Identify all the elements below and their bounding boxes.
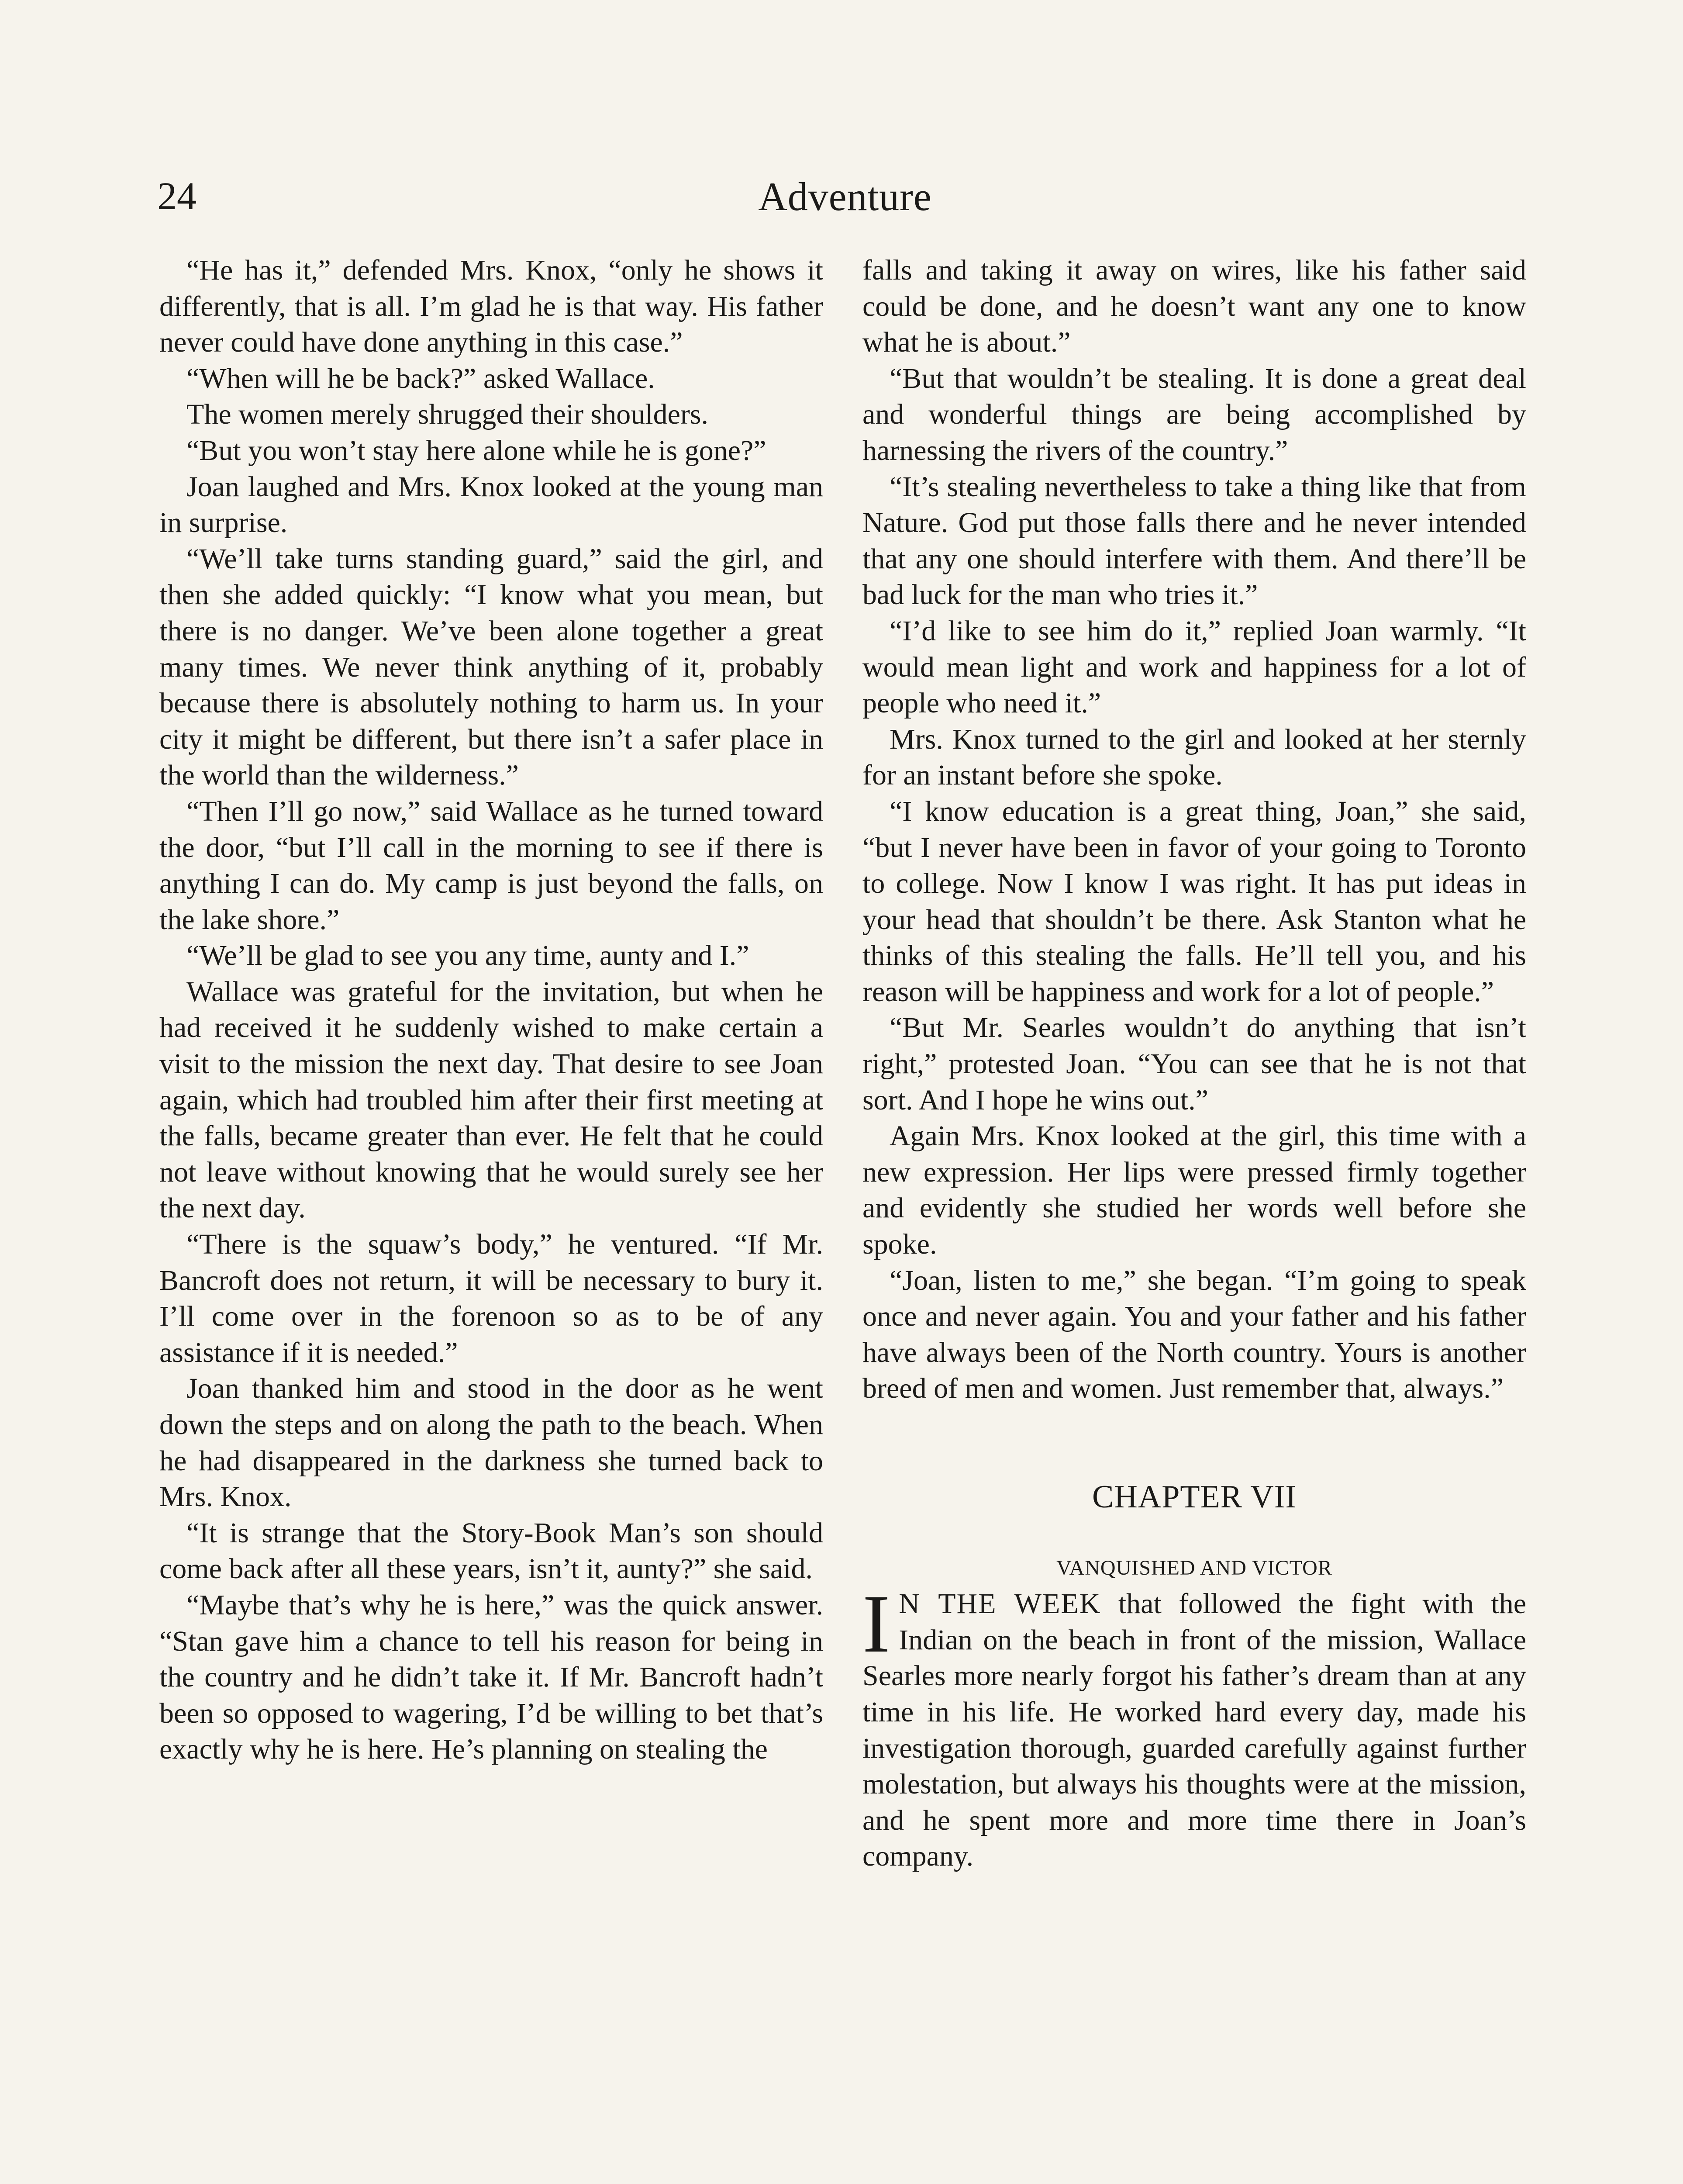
paragraph: Wallace was grateful for the invitation, but when he had received it he suddenly wished to make certain a visit to the mission the next day. That desire to see Joan again, which had troubled him after their first meeting at the falls, became greater than ever. He felt that he could not leave without knowing that he would surely see her the next day. xyxy=(159,975,823,1224)
paragraph: “There is the squaw’s body,” he ventured. “If Mr. Bancroft does not return, it will be necessary to bury it. I’ll come over in the forenoon so as to be of any assistance if it is needed.” xyxy=(159,1228,823,1368)
paragraph: “Then I’ll go now,” said Wallace as he turned toward the door, “but I’ll call in the morning to see if there is anything I can do. My camp is just beyond the falls, on the lake shore.” xyxy=(159,795,823,936)
page-number: 24 xyxy=(157,175,197,218)
left-column xyxy=(159,252,823,1768)
paragraph: “Joan, listen to me,” she began. “I’m going to speak once and never again. You and your father and his father have always been of the North country. Yours is another breed of men and women. Just remember that, always.” xyxy=(862,1264,1526,1405)
chapter-subtitle: VANQUISHED AND VICTOR xyxy=(1056,1556,1332,1579)
opening-text: that followed the fight with the Indian on the beach in front of the mission, Wallace Searles more nearly forgot his father’s dream than at any time in his life. He worked hard every day, made his investigation thorough, guarded carefully against further molestation, but always his thoughts were at the mission, and he spent more and more time there in Joan’s company. xyxy=(862,1588,1526,1873)
paragraph: “I know education is a great thing, Joan,” she said, “but I never have been in favor of your going to Toronto to college. Now I know I was right. It has put ideas in your head that shouldn’t be there. Ask Stanton what he thinks of this stealing the falls. He’ll tell you, and his reason will be happiness and work for a lot of people.” xyxy=(862,795,1526,1008)
drop-cap: I xyxy=(862,1578,890,1670)
paragraph: “He has it,” defended Mrs. Knox, “only he shows it differently, that is all. I’m glad he is that way. His father never could have done anything in this case.” xyxy=(159,254,823,359)
chapter-title: CHAPTER VII xyxy=(1092,1479,1297,1515)
paragraph-continued: falls and taking it away on wires, like his father said could be done, and he doesn’t want any one to know what he is about.” xyxy=(862,254,1526,359)
paragraph: Joan thanked him and stood in the door as he went down the steps and on along the path to the beach. When he had disappeared in the darkness she turned back to Mrs. Knox. xyxy=(159,1372,823,1513)
paragraph: The women merely shrugged their shoulders. xyxy=(186,398,709,431)
paragraph: “I’d like to see him do it,” replied Joan warmly. “It would mean light and work and happiness for a lot of people who need it.” xyxy=(862,615,1526,719)
right-column xyxy=(862,252,1526,1875)
paragraph: “We’ll be glad to see you any time, aunty and I.” xyxy=(186,940,749,972)
paragraph: “It’s stealing nevertheless to take a thing like that from Nature. God put those falls there and he never intended that any one should interfere with them. And there’ll be bad luck for the man who tries it.” xyxy=(862,470,1526,611)
page-header xyxy=(157,166,1533,227)
paragraph: “It is strange that the Story-Book Man’s son should come back after all these years, isn’t it, aunty?” she said. xyxy=(159,1517,823,1585)
opening-small-caps: N THE WEEK xyxy=(899,1588,1101,1620)
chapter-heading xyxy=(862,1479,1526,1586)
paragraph: “Maybe that’s why he is here,” was the quick answer. “Stan gave him a chance to tell his reason for being in the country and he didn’t take it. If Mr. Bancroft hadn’t been so opposed to wagering, I’d be willing to bet that’s exactly why he is here. He’s planning on stealing the xyxy=(159,1589,823,1766)
paragraph: “But Mr. Searles wouldn’t do anything that isn’t right,” protested Joan. “You can see that he is not that sort. And I hope he wins out.” xyxy=(862,1012,1526,1116)
paragraph: Joan laughed and Mrs. Knox looked at the young man in surprise. xyxy=(159,470,823,539)
chapter-opening-paragraph xyxy=(862,1578,1526,1875)
paragraph: “But you won’t stay here alone while he is gone?” xyxy=(186,434,766,467)
running-title: Adventure xyxy=(758,174,932,219)
paragraph: Mrs. Knox turned to the girl and looked at her sternly for an instant before she spoke. xyxy=(862,723,1526,791)
paragraph: Again Mrs. Knox looked at the girl, this time with a new expression. Her lips were pressed firmly together and evidently she studied her words well before she spoke. xyxy=(862,1120,1526,1261)
paragraph: “We’ll take turns standing guard,” said the girl, and then she added quickly: “I know what you mean, but there is no danger. We’ve been alone together a great many times. We never think anything of it, probably because there is absolutely nothing to harm us. In your city it might be different, but there isn’t a safer place in the world than the wilderness.” xyxy=(159,543,823,791)
paragraph: “But that wouldn’t be stealing. It is done a great deal and wonderful things are being accomplished by harnessing the rivers of the country.” xyxy=(862,362,1526,467)
paragraph: “When will he be back?” asked Wallace. xyxy=(186,362,655,394)
